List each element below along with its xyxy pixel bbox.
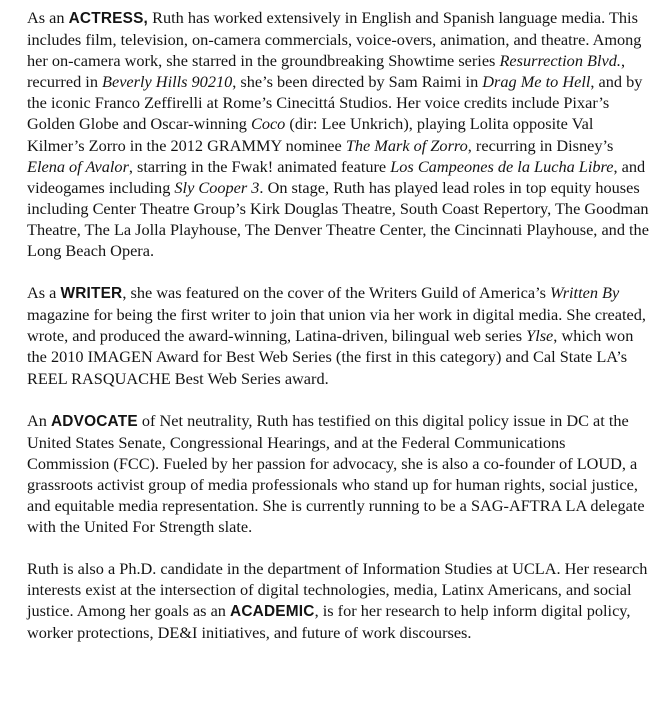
actress-heading: ACTRESS, — [68, 10, 149, 27]
text-run: , recurring in Disney’s — [467, 135, 614, 155]
writer-paragraph — [27, 282, 650, 388]
advocate-paragraph — [27, 410, 650, 538]
advocate-heading: ADVOCATE — [50, 412, 138, 430]
academic-paragraph — [27, 558, 650, 643]
text-run: , and videogames including — [27, 156, 646, 197]
title-drag-me-to-hell: Drag Me to Hell — [482, 72, 591, 92]
text-run: , is for her research to help inform digital policy, worker protections, DE&I initiatives, and future of work discourses. — [27, 601, 631, 643]
title-los-campeones: Los Campeones de la Lucha Libre — [390, 156, 614, 176]
text-run: magazine for being the first writer to join that union via her work in digital media. She created, wrote, and produced the award-winning, Latina-driven, bilingual web series — [27, 305, 646, 346]
text-run: As an — [27, 8, 69, 27]
title-sly-cooper-3: Sly Cooper 3 — [174, 177, 260, 197]
text-run: , she’s been directed by Sam Raimi in — [232, 72, 483, 92]
title-mark-of-zorro: The Mark of Zorro — [345, 135, 468, 155]
text-run: of Net neutrality, Ruth has testified on this digital policy issue in DC at the United States Senate, Congressional Hearings, and at the Federal Communications Commission (FCC). Fueled by her passion for advocacy, she is also a co-founder of LOUD, a grassroots activist group of media professionals who stand up for human rights, social justice, and equitable media representation. She is currently running to be a SAG-AFTRA LA delegate with the United For Strength slate. — [27, 410, 645, 537]
text-run: , starring in the Fwak! animated feature — [128, 156, 391, 176]
academic-heading: ACADEMIC — [230, 603, 315, 621]
writer-heading: WRITER — [60, 285, 123, 303]
text-run: . On stage, Ruth has played lead roles in top equity houses including Center Theatre Group’s Kirk Douglas Theatre, South Coast Repertory, The Goodman Theatre, The La Jolla Playhouse, The Denver Theatre Center, the Cincinnati Playhouse, and the Long Beach Opera. — [27, 177, 649, 261]
title-coco: Coco — [250, 114, 286, 134]
text-run: , and by the iconic Franco Zeffirelli at Rome’s Cinecittá Studios. Her voice credits include Pixar’s Golden Globe and Oscar-winning — [27, 72, 643, 134]
text-run: An — [27, 410, 51, 430]
text-run: , she was featured on the cover of the Writers Guild of America’s — [122, 283, 551, 303]
text-run: (dir: Lee Unkrich), playing Lolita opposite Val Kilmer’s Zorro in the 2012 GRAMMY nominee — [27, 114, 594, 155]
text-run: As a — [27, 283, 61, 303]
text-run: Ruth has worked extensively in English and Spanish language media. This includes film, television, on-camera commercials, voice-overs, animation, and theatre. Among her on-camera work, she starred in the groundbreaking Showtime series — [27, 8, 642, 71]
title-ylse: Ylse — [526, 326, 554, 346]
title-beverly-hills-90210: Beverly Hills 90210 — [102, 72, 233, 92]
title-written-by: Written By — [550, 283, 620, 303]
text-run: Ruth is also a Ph.D. candidate in the department of Information Studies at UCLA. Her research interests exist at the intersection of digital technologies, media, Latinx Americans, and social justice. Among her goals as an — [27, 559, 648, 621]
title-resurrection-blvd: Resurrection Blvd. — [499, 51, 621, 71]
text-run: , which won the 2010 IMAGEN Award for Best Web Series (the first in this category) and Cal State LA’s REEL RASQUACHE Best Web Series award. — [27, 326, 634, 388]
text-run: , recurred in — [27, 51, 626, 92]
title-elena-of-avalor: Elena of Avalor — [27, 156, 129, 176]
actress-paragraph — [27, 7, 650, 261]
